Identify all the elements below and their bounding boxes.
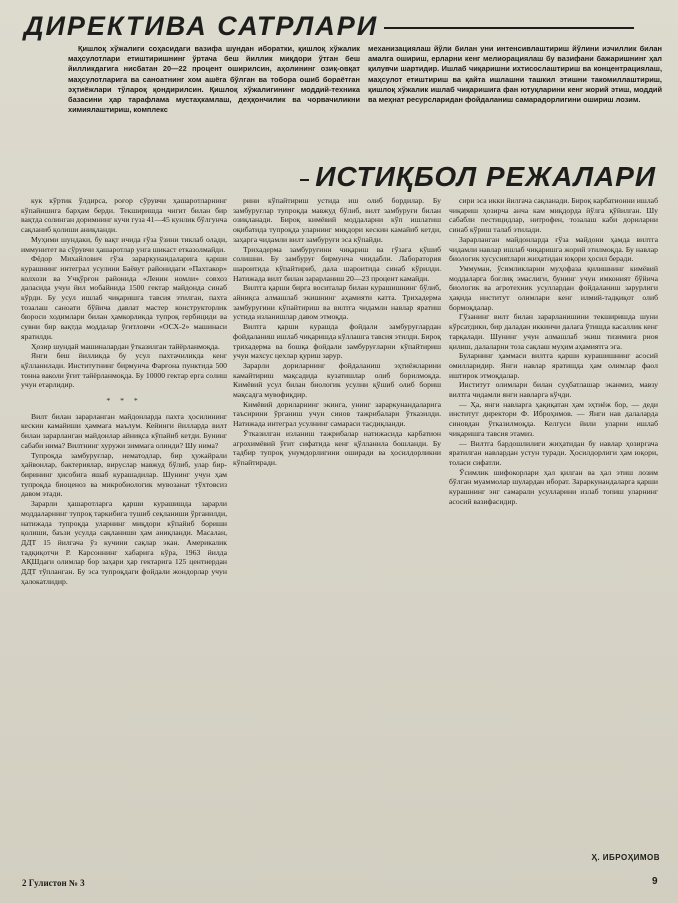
paragraph: Зарарланган майдонларда ғўза майдони ҳамда вилтга чидамли навлар ишлаб чиқаришга жорий этилмоқда. Бу навлар биологик хусусиятлари жиҳатидан юқори ҳосил беради. <box>449 234 658 264</box>
subtitle-dash <box>300 179 309 181</box>
paragraph: Тупроқда замбуруғлар, нематодлар, бир ҳужайрали ҳайвонлар, бактериялар, вируслар мавжуд бўлиб, улар бир-бирининг ҳисобига яшаб курашадилар. Шунинг учун ҳам тупроқда биоценоз ва микробиологик мувозанат тўхтовсиз давом этади. <box>21 450 227 499</box>
paragraph: Буларнинг ҳаммаси вилтга қарши курашишнинг асосий омилларидир. Янги навлар яратишда ҳам олимлар фаол иштирок этмоқдалар. <box>449 351 658 380</box>
text-column-2 <box>233 196 441 842</box>
paragraph: Фёдор Михайлович гўза зараркунандаларига қарши курашнинг интеграл усулини Баёвут районидаги «Пахтакор» колхози ва Учқўрғон районида «Ленин номли» совхоз даласида учун йил мобайнида 1500 гектар майдонда синаб кўрди. Бу усул ишлаб чиқаришга тавсия этилган, пахта тозалаш саноати бўйича давлат мастер конструкторлик бюроси ходимлари билан ҳамкорликда тупроқ гербициди ва сувни бир вақтда моддалар ўғитловчи «ОСХ-2» машинаси яратилди. <box>21 254 227 341</box>
paragraph: кук кўртик ўлдирса, роғор сўрувчи ҳашаротларнинг кўпайишига барҳам берди. Текширишда чигит билан бир вақтда солинган доримнинг кучи гуза 41—45 кунлик бўлгунча сақланиб қолиши аниқланди. <box>21 196 227 235</box>
text-column-3 <box>449 196 658 842</box>
paragraph: — Ҳа, янги навларга ҳақиқатан ҳам эҳтиёж бор, — деди институт директори Ф. Иброҳимов. — Янги нав далаларда синовдан ўтказилмоқда. Келгуси йили уларни ишлаб чиқаришга тавсия этамиз. <box>449 399 658 438</box>
paragraph: Кимёвий дориларнинг экинга, унинг зараркунандаларига таъсирини ўрганиш учун синов тажрибалари ўтказилди. Натижада интеграл усулнинг самараси тасдиқланди. <box>233 399 441 429</box>
paragraph: Трихадерма замбуруғини чиқариш ва гўзага кўшиб солишни. Бу замбуруғ бирмунча чиидабли. Лаборатория шароитида кўпайтириб, дала шароитида синаб кўрилди. Натижада вилт билан зарарланиш 20—23 процент камайди. <box>233 244 441 283</box>
paragraph: Зарарли ҳашаротларга қарши курашишда зарарли моддаларнинг тупроқ таркибига тушиб сеқланиши ўрганилди, натижада тупроқда уларнинг миқдори кўпайиб бориши қолиши, баъзи усулда сақланиши ҳам аниқланди. Масалан, ДДТ 15 йилгача ўз кучини сақлар экан. Америкалик тадқиқотчи Р. Карсоннинг хабарига кўра, 1963 йилда АҚШдаги олимлар бор заҳари ҳар гектарига 125 центнердан ДДТ тўпланган. Бу эса тупроқдаги фойдали жондорлар учун ҳалокатлидир. <box>21 499 227 586</box>
paragraph: Вилтга қарши бирга воситалар билан курашишнинг бўлиб, айниқса алмашлаб экишнинг аҳамияти катта. Трихадерма замбуруғини кўпайтириш ва вилтга чидамли навлар яратиш устида изланишлар давом этмоқда. <box>233 283 441 322</box>
section-divider: * * * <box>106 396 142 406</box>
title-rule <box>384 27 634 29</box>
article-title: ДИРЕКТИВА САТРЛАРИ <box>24 10 379 41</box>
paragraph: Вилтга қарши курашда фойдали замбуруғлардан фойдаланиш ишлаб чиқаришда кўллашга тавсия этилди. Бироқ трихадерма ва бошқа фойдали замбуруғларни кўпайтириш учун махсус цехлар қуриш зарур. <box>233 322 441 361</box>
lead-paragraph-right: механизациялаш йўли билан уни интенсивлаштириш йўлини изчиллик билан амалга ошириш, ерларни кенг мелиорациялаш бу вазифани бажаришнинг ҳал қилувчи шартидир. Ишлаб чиқаришни ихтисослаштириш ва концентрациялаш, маҳсулот етиштириш ва қайта ишлашни ташкил этишни такомиллаштириш, қишлоқ хўжалик ишлаб чиқаришига фан ютуқларини кенг жорий этиш, моддий ва меҳнат ресурсларидан фойдаланиш самарадорлигини ошириш лозим. <box>368 44 662 105</box>
paragraph: Ҳозир шундай машиналардан ўтказилган тайёрланмоқда. <box>31 341 220 351</box>
paragraph: Ўтказилган изланиш тажрибалар натижасида карбатион агрохимёвий ўғит сифатида кенг қўлланила бошланди. Бу тадбир тупроқ унумдорлигини оширади ва ҳосилдорликни кўпайтиради. <box>233 428 441 467</box>
subtitle-block <box>300 160 662 194</box>
paragraph: Ўсимлик шифокорлари ҳал қилган ва ҳал этиш лозим бўлган муаммолар шулардан иборат. Зараркунандаларга қарши курашнинг энг самарали усулларини излаб топиш уларнинг асосий вазифасидир. <box>449 467 658 506</box>
paragraph: Зарарли дориларнинг фойдаланиш эҳтиёжларини камайтириш мақсадида кузатишлар олиб борилмоқда. Кимёвий усул билан биологик усулни қўшиб олиб бориш мақсадга мувофиқдир. <box>233 360 441 400</box>
author-signature: Ҳ. ИБРОҲИМОВ <box>591 853 660 862</box>
issue-folio: 2 Гулистон № 3 <box>22 878 85 888</box>
paragraph: Муҳими шундаки, бу вақт ичида ғўза ўзини тиклаб олади, иммунитет ва сўрувчи ҳашаротлар унга шикаст етказолмайди. <box>21 234 227 254</box>
text-column-1 <box>21 196 227 842</box>
paragraph: Вилт билан зарарланган майдонларда пахта ҳосилининг кескин камайиши ҳаммага маълум. Кейинги йилларда вилт билан зарарланган майдонлар айниқса кўпайиб кетди. Бунинг сабаби нима? Вилтнинг хуружи зиммага олинди? Шу нима? <box>21 411 227 450</box>
paragraph: Институт олимлари билан суҳбатлашар эканмиз, мавзу вилтга чидамли янги навларга кўчди. <box>449 380 658 400</box>
lead-paragraph-left: Қишлоқ хўжалиги соҳасидаги вазифа шундан иборатки, қишлоқ хўжалик маҳсулотлари етиштиришнинг ўртача беш йиллик миқдори ўтган беш йилликдагига нисбатан 20—22 процент оширилсин, аҳолининг озиқ-овқат маҳсулотларига ва саноатнинг хом ашёга бўлган ва тобора ошиб бораётган эҳтиёжлари тўлароқ қондирилсин. Қишлоқ хўжалигининг моддий-техника базасини ҳар тарафлама мустаҳкамлаш, деҳқончилик ва чорвачиликни химиялаштириш, комплекс <box>68 44 360 115</box>
paragraph: Гўзанинг вилт билан зарарланишини текширишда шуни кўрсатдики, бир даладан иккинчи далага ўтишда касаллик кенг тарқалади. Шунинг учун алмашлаб экиш тизимига риоя қилиш, далаларни тоза сақлаш муҳим аҳамиятга эга. <box>449 312 658 351</box>
paragraph: Уммуман, ўсимликларни муҳофаза қилишнинг кимёвий моддаларга боғлиқ эмаслиги, бунинг учун имконият бўйича биологик ва агротехник усуллардан фойдаланиш зарурлиги ҳақида институт олимлари кенг илмий-тадқиқот олиб бормоқдалар. <box>449 263 658 312</box>
paragraph: сири эса икки йилгача сақланади. Бироқ карбатионни ишлаб чиқариш ҳозирча анча кам миқдорда йўлга қўйилган. Шу сабабли пестицидлар, нитрофен, тозалаш каби дориларни синаб кўриш талаб этилади. <box>449 196 658 235</box>
paragraph: Янги беш йилликда бу усул пахтачиликда кенг қўлланилади. Институтнинг бирмунча Фарғона пунктида 500 тонна ваколи ўғит тайёрланмоқда. Бу 10000 гектар ерга солиш учун етарлидир. <box>21 351 227 390</box>
paragraph: — Вилтга бардошлилиги жиҳатидан бу навлар ҳозиргача яратилган навлардан устун туради. Ҳосилдорлиги ҳам юқори, толаси сифатли. <box>449 438 658 467</box>
page-number: 9 <box>652 876 658 887</box>
header <box>24 12 634 40</box>
paragraph: рини кўпайтириш устида иш олиб бордилар. Бу замбуруғлар тупроқда мавжуд бўлиб, вилт замбуруғи билан озиқланади. Бироқ кимёвий моддаларни кўп ишлатиш оқибатида тупроқда уларнинг миқдори кескин камайиб кетди, заҳарга чидамли вилт замбуруғи эса кўпайди. <box>233 196 441 244</box>
section-title: ИСТИҚБОЛ РЕЖАЛАРИ <box>315 161 656 192</box>
